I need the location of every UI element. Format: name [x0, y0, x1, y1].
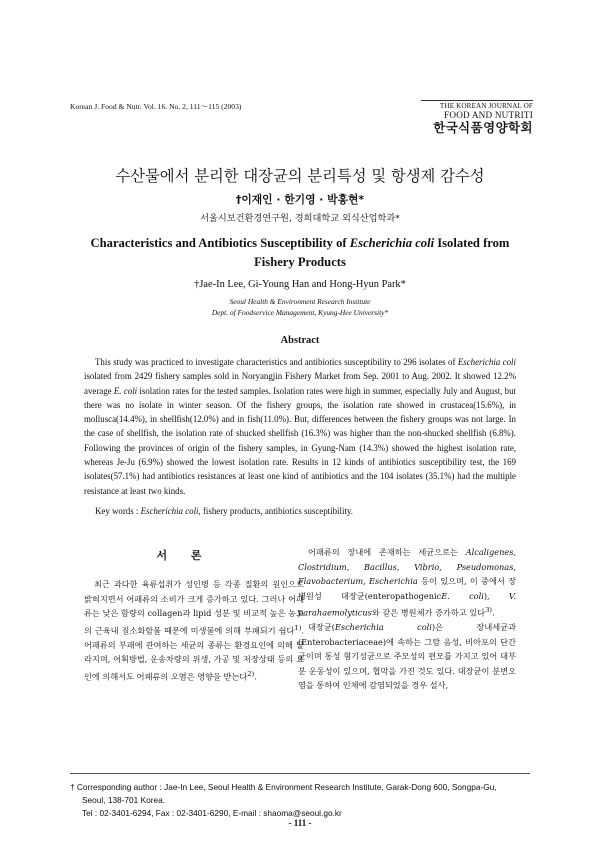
right-p2-species: Escherichia coli: [334, 622, 432, 633]
right-column-body: [298, 545, 516, 693]
title-korean: 수산물에서 분리한 대장균의 분리특성 및 항생제 감수성: [115, 167, 485, 185]
abstract-species-2: E. coli: [113, 385, 138, 396]
intro-para1: 최근 과다한 육류섭취가 성인병 등 각종 질환의 원인으로 밝혀지면서 어패류의 소비가 크게 증가하고 있다. 그러나 어패류는 낮은 함량의 collagen과 lipid 성분 및 비교적 높은 농도의 근육내 질소화합물 때문에 미생물에 의해 부패되기 쉽다: [84, 579, 304, 636]
right-p1d: 와 같은 병원체가 증가하고 있다: [371, 607, 486, 618]
section-title-introduction: 서 론: [156, 549, 212, 562]
affiliation-korean: 서울시보건환경연구원, 경희대학교 외식산업학과*: [200, 213, 400, 224]
abstract-body: [84, 355, 516, 498]
authors-english: †Jae-In Lee, Gi-Young Han and Hong-Hyun Park*: [194, 279, 406, 290]
brand-line-2: FOOD AND NUTRITI: [444, 110, 533, 120]
right-p2a: 대장균(: [308, 622, 335, 633]
left-column-body: [84, 577, 304, 684]
title-en-part1: Characteristics and Antibiotics Susceptibility of: [90, 236, 347, 250]
right-p1b: 등이 있으며, 이 중에서 장병원성 대장균(enteropathogenic: [298, 576, 516, 601]
footnote-line-1: † Corresponding author : Jae-In Lee, Seoul Health & Environment Research Institute, Garak-Dong 600, Songpa-Gu,: [70, 782, 497, 792]
footnote-divider: [70, 773, 530, 774]
journal-brand: [421, 100, 533, 135]
affiliation-en-2: Dept. of Foodservice Management, Kyung-Hee University*: [211, 308, 389, 317]
ref-3: 3): [485, 606, 493, 614]
intro-para1b: . 어패류의 부패에 관여하는 세균의 종류는 환경요인에 의해 달라지며, 어획방법, 운송차량의 위생, 가공 및 저장상태 등의 요인에 의해서도 어패류의 오염은 영향을 받는다: [84, 625, 304, 682]
abstract-s3: isolated from 2429 fishery samples sold in Noryangjin Fishery Market from Sep. 2001 to Aug. 2002. It showed 12.2% average: [84, 371, 516, 396]
title-english: [90, 234, 510, 272]
brand-line-3: 한국식품영양학회: [433, 120, 533, 135]
intro-para1c: .: [254, 671, 257, 682]
right-p1-genera: Alcaligenes, Clostridium, Bacillus, Vibrio, Pseudomonas, Flavobacterium, Escherichia: [298, 547, 517, 586]
abstract-s5: isolation rates for the tested samples. Isolation rates were high in summer, especially July and August, but there was no isolate in winter season. Of the fishery groups, the isolation rate showed in crustacea(15.6%), in mollusca(14.4%), in shellfish(12.0%) and in fish(11.0%). But, differences between the fishery groups was not large. In the case of shellfish, the isolation rate of shucked shellfish (16.3%) was higher than the non-shucked shellfish (6.8%). Following the provinces of origin of the fishery samples, in Gyung-Nam (14.3%) showed the highest isolation rate, whereas Je-Ju (6.9%) showed the lowest isolation rate. Results in 12 kinds of antibiotics susceptibility test, the 169 isolates(57.1%) had antibiotics resistances at least one kind of antibiotics and the 104 isolates (35.1%) had the multiple resistance at least two kinds.: [84, 385, 517, 496]
keywords-rest: fishery products, antibiotics susceptibility.: [202, 506, 353, 516]
right-p2b: )은 장내세균과(Enterobacteriaceae)에 속하는 그람 음성, 비아포의 단간균이며 통성 혐기성균으로 주모성의 편모를 가지고 있어 대부분 운동성이 있으며, 협막을 가진 것도 있다. 대장균이 분변오염을 통하여 인체에 감염되었을 경우 설사,: [298, 622, 516, 691]
affiliation-english: [0, 296, 600, 318]
abstract-species-1: Escherichia coli: [457, 357, 516, 367]
ref-1: 1): [294, 623, 302, 632]
right-p1-vibrio: V. parahaemolyticus: [298, 590, 517, 618]
right-p1c: ),: [483, 590, 490, 601]
keywords-label: Key words :: [95, 506, 139, 516]
footnote-line-2: Seoul, 138-701 Korea.: [82, 795, 166, 805]
ref-2: 2): [247, 669, 255, 678]
abstract-heading: Abstract: [280, 335, 320, 346]
abstract-s1: This study was practiced to investigate characteristics and antibiotics susceptibility to 296 isolates of: [95, 357, 456, 367]
brand-line-1: THE KOREAN JOURNAL OF: [421, 100, 533, 110]
title-en-part2: Isolated from Fishery Products: [254, 236, 510, 269]
keywords-species: Escherichia coli,: [140, 506, 201, 516]
journal-reference: Korean J. Food & Nutr. Vol. 16. No. 2, 111～115 (2003): [70, 102, 242, 111]
title-en-species: Escherichia coli: [349, 236, 435, 250]
authors-korean: †이재인 · 한기영 · 박홍현*: [235, 193, 365, 206]
right-p1-ecoli: E. coli: [441, 590, 484, 601]
footnote-line-3: Tel : 02-3401-6294, Fax : 02-3401-6290, E-mail : shaoma@seoul.go.kr: [82, 808, 342, 818]
footnote: [70, 781, 530, 820]
right-p1a: 어패류의 장내에 존재하는 세균으로는: [308, 547, 458, 557]
right-p1e: .: [492, 607, 495, 618]
keywords: [95, 506, 353, 516]
page-number: - 111 -: [288, 818, 312, 828]
affiliation-en-1: Seoul Health & Environment Research Institute: [229, 297, 371, 306]
